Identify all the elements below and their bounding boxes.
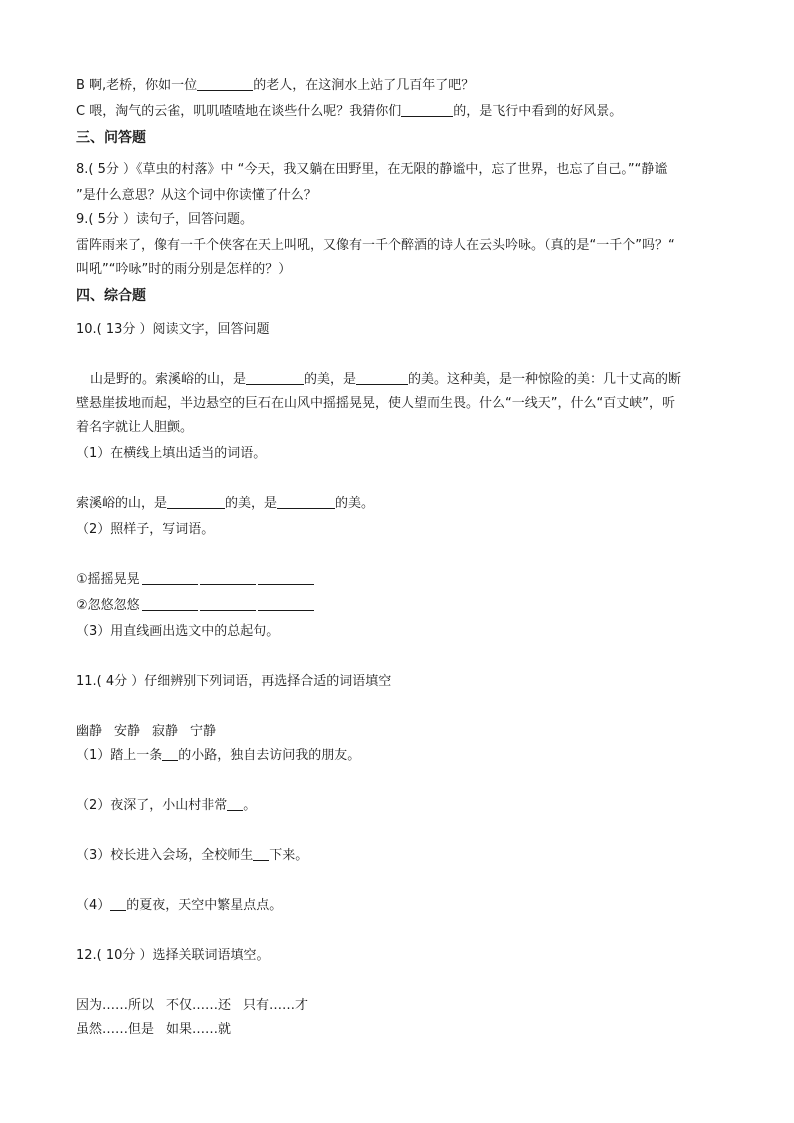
- q10-example-1: [76, 570, 314, 590]
- answer-blank[interactable]: [227, 796, 243, 811]
- q11-sub-2-part-b: 。: [243, 798, 257, 813]
- q11-sub-3-part-a: （3）校长进入会场，全校师生: [76, 848, 254, 863]
- q10-passage-part-b: 的美，是: [304, 372, 357, 387]
- conjunction-item: 不仅……还: [166, 998, 232, 1013]
- q12-conjunction-row-1: [76, 996, 308, 1016]
- q10-example-2-word: ②忽悠忽悠: [76, 598, 140, 613]
- word-bank-item: 宁静: [190, 724, 217, 739]
- answer-blank[interactable]: [356, 370, 408, 385]
- q11-head: 11.( 4分 ）仔细辨别下列词语，再选择合适的词语填空: [76, 674, 392, 689]
- q10-sub-1-part-b: 的美，是: [225, 496, 278, 511]
- answer-blank[interactable]: [200, 570, 256, 585]
- q9-line-2: 雷阵雨来了，像有一千个侠客在天上叫吼，又像有一千个醉酒的诗人在云头吟咏。（真的是“一千个”吗？“: [76, 238, 675, 253]
- q7-option-c: [76, 102, 622, 122]
- answer-blank[interactable]: [258, 570, 314, 585]
- q11-sub-1: [76, 746, 360, 766]
- conjunction-item: 因为……所以: [76, 998, 155, 1013]
- q10-sub-1: （1）在横线上填出适当的词语。: [76, 446, 267, 461]
- answer-blank[interactable]: [258, 596, 314, 611]
- q10-sub-1-part-c: 的美。: [335, 496, 375, 511]
- answer-blank[interactable]: [277, 494, 335, 509]
- q10-passage-line-1: [76, 370, 681, 390]
- answer-blank[interactable]: [142, 570, 198, 585]
- answer-blank[interactable]: [162, 746, 178, 761]
- answer-blank[interactable]: [197, 76, 253, 91]
- q10-passage-part-c: 的美。这种美，是一种惊险的美：几十丈高的断: [408, 372, 682, 387]
- q11-sub-4-part-a: （4）: [76, 898, 111, 913]
- answer-blank[interactable]: [246, 370, 304, 385]
- answer-blank[interactable]: [253, 846, 269, 861]
- word-bank-item: 幽静: [76, 724, 103, 739]
- q12-head: 12.( 10分 ）选择关联词语填空。: [76, 948, 270, 963]
- conjunction-item: 如果……就: [166, 1022, 232, 1037]
- q7-b-prefix: B 啊,老桥，你如一位: [76, 78, 198, 93]
- q10-passage-part-a: 山是野的。索溪峪的山，是: [90, 372, 247, 387]
- q7-b-suffix: 的老人，在这涧水上站了几百年了吧？: [253, 78, 475, 93]
- q10-example-1-word: ①摇摇晃晃: [76, 572, 140, 587]
- q9-head: 9.( 5分 ）读句子，回答问题。: [76, 212, 254, 227]
- q11-sub-3-part-b: 下来。: [269, 848, 309, 863]
- q9-line-3: 叫吼”“吟咏”时的雨分别是怎样的？）: [76, 262, 292, 277]
- q10-head: 10.( 13分 ）阅读文字，回答问题: [76, 322, 270, 337]
- answer-blank[interactable]: [142, 596, 198, 611]
- q11-word-bank: [76, 722, 216, 742]
- q10-passage-line-3: 着名字就让人胆颤。: [76, 420, 194, 435]
- q7-option-b: [76, 76, 474, 96]
- q10-sub-2: （2）照样子，写词语。: [76, 522, 215, 537]
- q11-sub-4-part-b: 的夏夜，天空中繁星点点。: [126, 898, 283, 913]
- q7-c-suffix: 的，是飞行中看到的好风景。: [453, 104, 623, 119]
- answer-blank[interactable]: [401, 102, 453, 117]
- q10-sub-1-fill: [76, 494, 374, 514]
- q10-sub-1-part-a: 索溪峪的山，是: [76, 496, 168, 511]
- conjunction-item: 只有……才: [243, 998, 309, 1013]
- answer-blank[interactable]: [110, 896, 126, 911]
- section-title-4: 四、综合题: [76, 288, 146, 304]
- conjunction-item: 虽然……但是: [76, 1022, 155, 1037]
- q8-line-1: 8.( 5分 ）《草虫的村落》中 “今天，我又躺在田野里，在无限的静谧中，忘了世界，也忘了自己。”“静谧: [76, 162, 668, 177]
- section-title-3: 三、问答题: [76, 130, 146, 146]
- word-bank-item: 安静: [114, 724, 141, 739]
- q10-passage-line-2: 壁悬崖拔地而起，半边悬空的巨石在山风中摇摇晃晃，使人望而生畏。什么“一线天”，什么“百丈峡”，听: [76, 396, 675, 411]
- q11-sub-1-part-b: 的小路，独自去访问我的朋友。: [178, 748, 361, 763]
- q11-sub-3: [76, 846, 308, 866]
- q10-example-2: [76, 596, 314, 616]
- word-bank-item: 寂静: [152, 724, 179, 739]
- q12-conjunction-row-2: [76, 1020, 231, 1040]
- q11-sub-4: [76, 896, 282, 916]
- answer-blank[interactable]: [200, 596, 256, 611]
- q11-sub-2-part-a: （2）夜深了，小山村非常: [76, 798, 228, 813]
- q8-line-2: ”是什么意思？从这个词中你读懂了什么？: [76, 188, 317, 203]
- q11-sub-2: [76, 796, 256, 816]
- q11-sub-1-part-a: （1）踏上一条: [76, 748, 163, 763]
- q10-sub-3: （3）用直线画出选文中的总起句。: [76, 624, 280, 639]
- q7-c-prefix: C 喂，淘气的云雀，叽叽喳喳地在谈些什么呢？我猜你们: [76, 104, 402, 119]
- answer-blank[interactable]: [167, 494, 225, 509]
